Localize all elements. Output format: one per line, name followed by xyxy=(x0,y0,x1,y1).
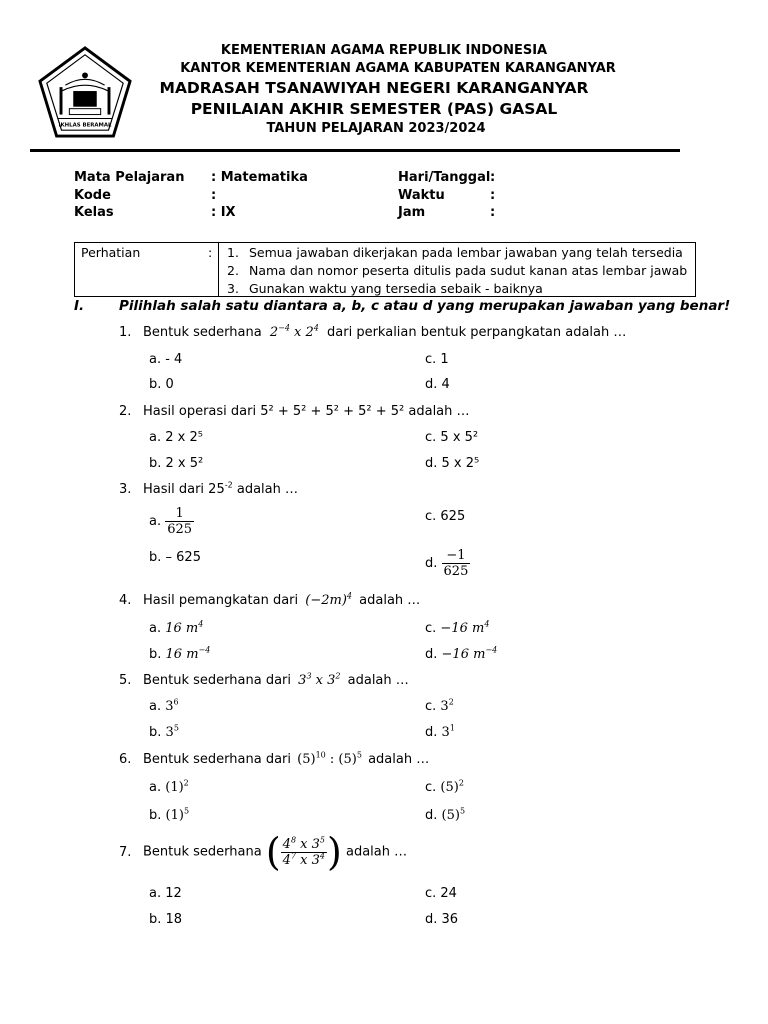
question-7: 7. Bentuk sederhana ( $\frac{4^8 x 3^5}{4^7 x 3^4}$ ) adalah … xyxy=(119,830,408,874)
option-b: b. 18 xyxy=(149,912,183,927)
mapel-label: Mata Pelajaran xyxy=(74,170,185,185)
option-d: d. 5 x 2⁵ xyxy=(425,456,480,471)
paren-close: ) xyxy=(327,830,342,874)
option-a: a. 2 x 2⁵ xyxy=(149,430,203,445)
option-a: a. 16 $m^4$ xyxy=(149,619,204,636)
option-c: c. 625 xyxy=(425,509,466,524)
math-expression: $3^3$ x $3^2$ xyxy=(298,671,341,688)
kelas-value: : IX xyxy=(211,205,236,220)
notice-item: 1. Semua jawaban dikerjakan pada lembar jawaban yang telah tersedia xyxy=(227,245,683,260)
option-b: b. 16 $m^{-4}$ xyxy=(149,645,211,662)
question-2: 2. Hasil operasi dari 5² + 5² + 5² + 5² + 5² adalah … xyxy=(119,404,470,419)
logo-text: IKHLAS BERAMAL xyxy=(58,122,112,129)
fraction: $\frac{4^8 x 3^5}{4^7 x 3^4}$ xyxy=(282,835,326,868)
question-4: 4. Hasil pemangkatan dari $(-2m)^4$ adalah … xyxy=(119,591,421,608)
option-a: a. $(1)^2$ xyxy=(149,778,189,795)
option-b: b. – 625 xyxy=(149,550,201,565)
option-c: c. 24 xyxy=(425,886,457,901)
paren-open: ( xyxy=(265,830,281,874)
kode-label: Kode xyxy=(74,188,111,203)
kode-value: : xyxy=(211,188,217,203)
header-office: KANTOR KEMENTERIAN AGAMA KABUPATEN KARANGANYAR xyxy=(180,61,616,76)
header-year: TAHUN PELAJARAN 2023/2024 xyxy=(266,121,486,136)
math-expression: $2^{-4}$ x $2^4$ xyxy=(269,323,319,340)
option-a: a. - 4 xyxy=(149,352,183,367)
notice-box xyxy=(74,242,696,297)
waktu-value: : xyxy=(490,188,496,203)
waktu-label: Waktu xyxy=(398,188,445,203)
option-c: c. 5 x 5² xyxy=(425,430,479,445)
fraction: $\frac{-1}{625}$ xyxy=(443,548,469,579)
math-expression: $(5)^{10}$ : $(5)^5$ xyxy=(297,750,362,767)
option-c: c. 1 xyxy=(425,352,449,367)
hari-value: : xyxy=(490,170,496,185)
header-school: MADRASAH TSANAWIYAH NEGERI KARANGANYAR xyxy=(159,79,589,97)
mapel-value: : Matematika xyxy=(211,170,308,185)
option-d: d. 4 xyxy=(425,377,450,392)
hari-label: Hari/Tanggal xyxy=(398,170,491,185)
option-a: a. $\frac{1}{625}$ xyxy=(149,506,193,537)
notice-label: Perhatian xyxy=(81,245,141,260)
question-6: 6. Bentuk sederhana dari $(5)^{10}$ : $(5)^5$ adalah … xyxy=(119,750,430,767)
option-b: b. $3^5$ xyxy=(149,723,179,740)
notice-colon: : xyxy=(208,245,213,260)
option-d: d. −16 $m^{-4}$ xyxy=(425,645,498,662)
question-1: 1. Bentuk sederhana $2^{-4}$ x $2^4$ dari perkalian bentuk perpangkatan adalah … xyxy=(119,323,627,340)
option-d: d. $\frac{-1}{625}$ xyxy=(425,548,469,579)
section-number: I. xyxy=(74,298,85,314)
jam-label: Jam xyxy=(398,205,426,220)
option-c: c. $3^2$ xyxy=(425,697,454,714)
option-a: a. $3^6$ xyxy=(149,697,179,714)
option-d: d. $3^1$ xyxy=(425,723,455,740)
option-c: c. −16 $m^4$ xyxy=(425,619,490,636)
kelas-label: Kelas xyxy=(74,205,114,220)
option-b: b. $(1)^5$ xyxy=(149,806,190,823)
option-d: d. 36 xyxy=(425,912,459,927)
notice-item: 2. Nama dan nomor peserta ditulis pada sudut kanan atas lembar jawab xyxy=(227,263,688,278)
header-exam: PENILAIAN AKHIR SEMESTER (PAS) GASAL xyxy=(190,100,558,118)
option-b: b. 2 x 5² xyxy=(149,456,204,471)
header-divider xyxy=(30,149,680,152)
option-a: a. 12 xyxy=(149,886,182,901)
jam-value: : xyxy=(490,205,496,220)
header-ministry: KEMENTERIAN AGAMA REPUBLIK INDONESIA xyxy=(220,43,548,58)
notice-item: 3. Gunakan waktu yang tersedia sebaik - baiknya xyxy=(227,281,543,296)
section-title: Pilihlah salah satu diantara a, b, c atau d yang merupakan jawaban yang benar! xyxy=(119,298,731,314)
option-d: d. $(5)^5$ xyxy=(425,806,466,823)
question-5: 5. Bentuk sederhana dari $3^3$ x $3^2$ adalah … xyxy=(119,671,409,688)
math-expression: $(-2m)^4$ xyxy=(305,591,353,608)
question-3: 3. Hasil dari $25^{-2}$ adalah … xyxy=(119,480,298,497)
fraction: $\frac{1}{625}$ xyxy=(167,506,193,537)
option-b: b. 0 xyxy=(149,377,174,392)
option-c: c. $(5)^2$ xyxy=(425,778,464,795)
notice-divider xyxy=(218,243,219,296)
